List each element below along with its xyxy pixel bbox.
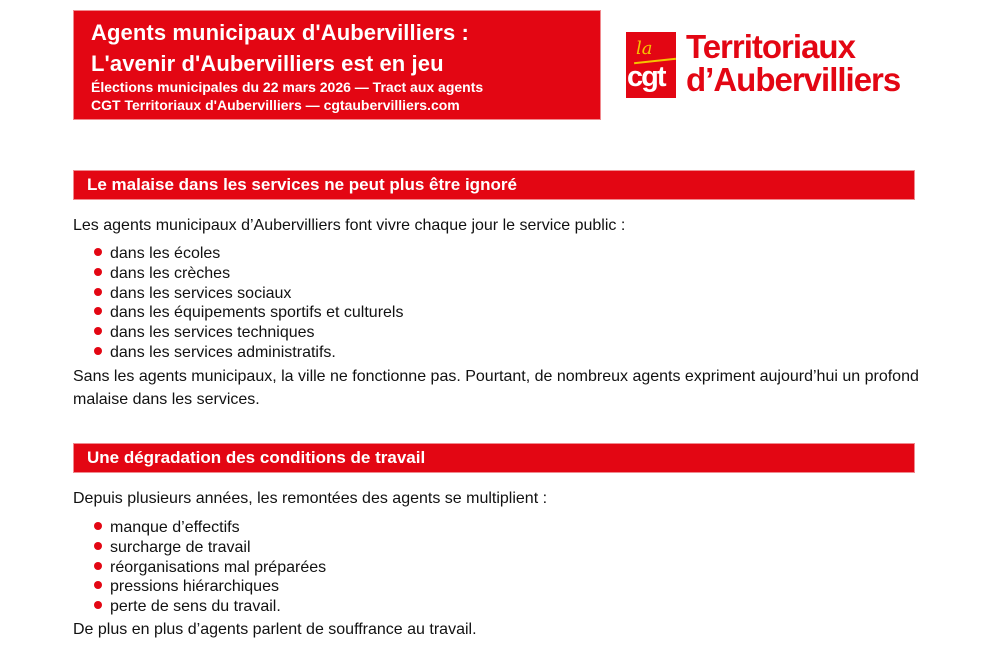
section1-conclusion: Sans les agents municipaux, la ville ne fonctionne pas. Pourtant, de nombreux agents expriment aujourd’hui un profond malaise dans les services.	[73, 368, 919, 408]
list-item: dans les écoles	[92, 244, 403, 264]
list-item: dans les services administratifs.	[92, 343, 403, 363]
cgt-logo	[626, 28, 916, 101]
list-item: manque d’effectifs	[92, 518, 326, 538]
banner-title-line2: L'avenir d'Aubervilliers est en jeu	[91, 51, 444, 76]
logo-territoriaux: Territoriaux	[686, 28, 855, 65]
section-heading-degradation: Une dégradation des conditions de travail	[73, 443, 915, 473]
banner-title-line1: Agents municipaux d'Aubervilliers :	[91, 20, 469, 45]
bullet-icon	[94, 307, 102, 315]
banner-subtitle-election: Élections municipales du 22 mars 2026 — Tract aux agents	[91, 79, 484, 95]
list-item: surcharge de travail	[92, 538, 326, 558]
bullet-icon	[94, 347, 102, 355]
bullet-icon	[94, 327, 102, 335]
logo-la-text: la	[636, 38, 653, 59]
cgt-logo-icon	[626, 32, 676, 98]
section-heading-malaise: Le malaise dans les services ne peut plus être ignoré	[73, 170, 915, 200]
list-item: dans les équipements sportifs et culturels	[92, 303, 403, 323]
list-item: dans les crèches	[92, 264, 403, 284]
logo-cgt-text: cgt	[627, 61, 665, 93]
bullet-icon	[94, 268, 102, 276]
logo-aubervilliers: d’Aubervilliers	[686, 61, 901, 98]
section2-intro: Depuis plusieurs années, les remontées des agents se multiplient :	[73, 490, 548, 507]
bullet-icon	[94, 542, 102, 550]
bullet-icon	[94, 562, 102, 570]
list-item: perte de sens du travail.	[92, 597, 326, 617]
section1-intro: Les agents municipaux d’Aubervilliers font vivre chaque jour le service public :	[73, 217, 626, 234]
list-item: dans les services techniques	[92, 323, 403, 343]
bullet-icon	[94, 581, 102, 589]
list-item: réorganisations mal préparées	[92, 558, 326, 578]
bullet-icon	[94, 601, 102, 609]
conditions-list	[92, 518, 326, 617]
list-item: dans les services sociaux	[92, 284, 403, 304]
section2-conclusion: De plus en plus d’agents parlent de souffrance au travail.	[73, 621, 477, 638]
bullet-icon	[94, 248, 102, 256]
header-banner	[73, 10, 601, 120]
banner-subtitle-organization: CGT Territoriaux d'Aubervilliers — cgtaubervilliers.com	[91, 97, 460, 113]
services-list	[92, 244, 403, 363]
list-item: pressions hiérarchiques	[92, 577, 326, 597]
bullet-icon	[94, 522, 102, 530]
bullet-icon	[94, 288, 102, 296]
